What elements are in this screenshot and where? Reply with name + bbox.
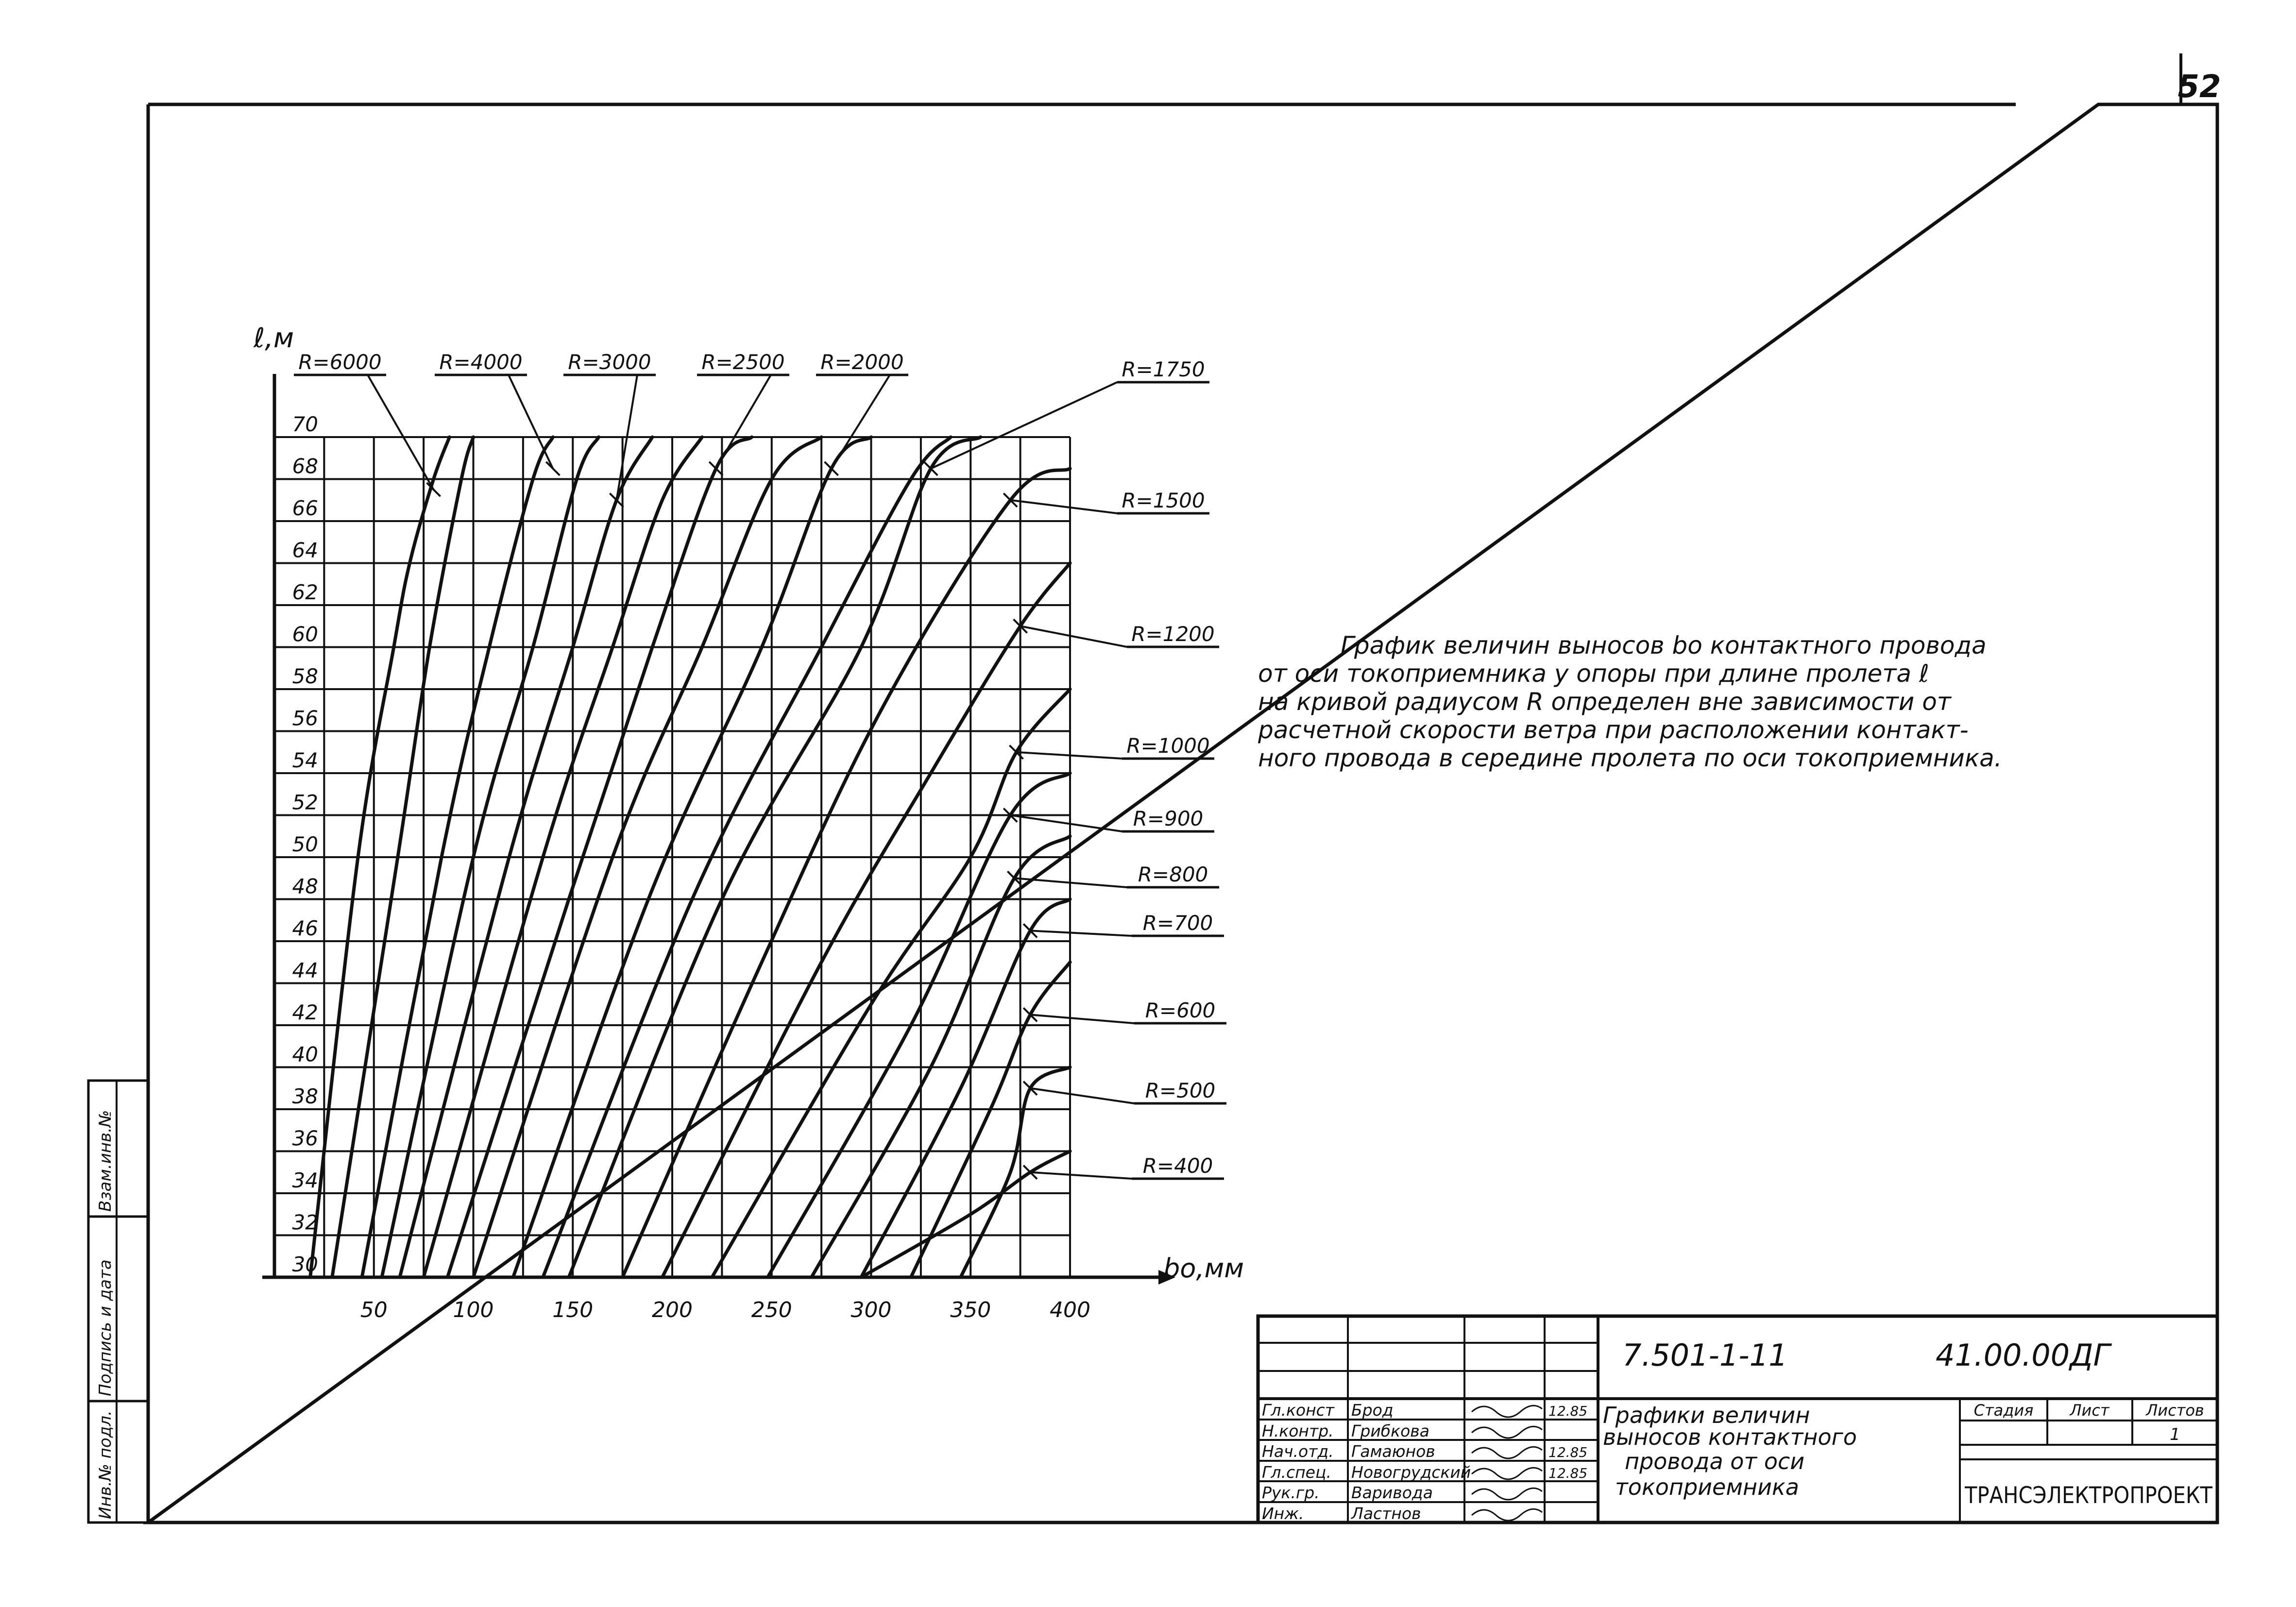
staff-name: Брод bbox=[1351, 1401, 1394, 1420]
y-tick-label: 52 bbox=[292, 790, 318, 814]
staff-role: Н.контр. bbox=[1262, 1421, 1334, 1440]
series-label: R=900 bbox=[1133, 807, 1204, 830]
staff-role: Рук.гр. bbox=[1262, 1483, 1320, 1502]
side-stamp-label-original: Инв.№ подл. bbox=[96, 1410, 115, 1519]
stage-label: Стадия bbox=[1973, 1401, 2034, 1420]
y-tick-label: 46 bbox=[292, 916, 318, 940]
staff-signature bbox=[1472, 1426, 1542, 1438]
series-label-leader bbox=[716, 375, 771, 469]
staff-role: Нач.отд. bbox=[1262, 1442, 1334, 1461]
series-label: R=1750 bbox=[1122, 357, 1205, 381]
x-tick-label: 200 bbox=[652, 1298, 693, 1322]
staff-signature bbox=[1472, 1447, 1542, 1458]
series-label-leader bbox=[368, 375, 434, 490]
series-label: R=800 bbox=[1138, 863, 1208, 886]
y-tick-label: 42 bbox=[292, 1000, 318, 1024]
x-tick-label: 400 bbox=[1050, 1298, 1090, 1322]
series-label: R=1500 bbox=[1122, 489, 1205, 512]
series-label-leader bbox=[1030, 1172, 1132, 1179]
series-label: R=6000 bbox=[298, 350, 382, 374]
organization-name: ТРАНСЭЛЕКТРОПРОЕКТ bbox=[1964, 1482, 2213, 1509]
staff-signature bbox=[1472, 1509, 1542, 1521]
chart-axes bbox=[262, 374, 1175, 1285]
y-tick-label: 64 bbox=[292, 538, 318, 562]
sheet-number: 52 bbox=[2177, 69, 2221, 105]
staff-signature bbox=[1472, 1405, 1542, 1417]
side-stamp bbox=[88, 1081, 148, 1522]
series-label-leader bbox=[1030, 930, 1132, 936]
x-tick-label: 300 bbox=[850, 1298, 892, 1322]
series-curve bbox=[663, 563, 1071, 1278]
y-tick-label: 58 bbox=[292, 664, 318, 688]
series-label: R=700 bbox=[1142, 911, 1213, 935]
y-tick-label: 40 bbox=[292, 1042, 318, 1066]
series-curve bbox=[623, 469, 1070, 1277]
y-tick-label: 60 bbox=[292, 622, 318, 646]
series-label-leader bbox=[1010, 500, 1117, 513]
sheets-value: 1 bbox=[2170, 1425, 2180, 1444]
staff-role: Гл.спец. bbox=[1262, 1463, 1331, 1482]
y-tick-labels bbox=[292, 412, 318, 1276]
staff-name: Варивода bbox=[1351, 1483, 1433, 1502]
staff-date: 12.85 bbox=[1548, 1444, 1588, 1460]
series-label-leader bbox=[832, 375, 890, 469]
x-axis-label: bо,мм bbox=[1163, 1253, 1244, 1284]
y-tick-label: 68 bbox=[292, 454, 318, 478]
series-label: R=1200 bbox=[1131, 622, 1215, 646]
staff-signature bbox=[1472, 1488, 1542, 1500]
chart-note bbox=[1258, 631, 2191, 772]
series-label-tick bbox=[709, 462, 723, 475]
x-tick-labels bbox=[360, 1298, 1090, 1322]
y-tick-label: 32 bbox=[292, 1210, 318, 1235]
y-tick-label: 44 bbox=[292, 958, 318, 982]
y-tick-label: 38 bbox=[292, 1084, 318, 1108]
x-tick-label: 50 bbox=[360, 1298, 388, 1322]
note-line-4: расчетной скорости ветра при расположении контакт- bbox=[1258, 716, 1969, 744]
staff-name: Новогрудский bbox=[1351, 1463, 1471, 1482]
staff-name: Ластнов bbox=[1351, 1504, 1421, 1523]
x-tick-label: 150 bbox=[552, 1298, 594, 1322]
title-line-4: токоприемника bbox=[1615, 1474, 1799, 1500]
chart bbox=[253, 322, 1244, 1322]
y-tick-label: 62 bbox=[292, 580, 318, 604]
note-line-3: на кривой радиусом R определен вне зависимости от bbox=[1258, 688, 1951, 716]
x-tick-label: 250 bbox=[751, 1298, 792, 1322]
series-label: R=2500 bbox=[701, 350, 785, 374]
series-curve bbox=[861, 1151, 1070, 1278]
series-label: R=2000 bbox=[820, 350, 904, 374]
y-tick-label: 66 bbox=[292, 496, 318, 520]
note-line-1: График величин выносов bо контактного провода bbox=[1341, 631, 1987, 660]
staff-name: Гамаюнов bbox=[1351, 1442, 1435, 1461]
side-stamp-label-replaced: Взам.инв.№ bbox=[96, 1110, 115, 1212]
series-label: R=1000 bbox=[1126, 734, 1210, 758]
staff-signature bbox=[1472, 1468, 1542, 1479]
series-label-leader bbox=[1030, 1088, 1134, 1103]
staff-role: Гл.конст bbox=[1262, 1401, 1335, 1420]
staff-date: 12.85 bbox=[1548, 1465, 1588, 1481]
title-line-1: Графики величин bbox=[1603, 1402, 1810, 1428]
series-label-tick bbox=[546, 462, 560, 475]
y-tick-label: 36 bbox=[292, 1126, 318, 1150]
y-tick-label: 50 bbox=[292, 832, 318, 856]
y-tick-label: 56 bbox=[292, 706, 318, 730]
chart-grid bbox=[274, 437, 1070, 1277]
title-block bbox=[1258, 1316, 2217, 1523]
y-tick-label: 54 bbox=[292, 748, 318, 772]
series-label-leader bbox=[1020, 626, 1127, 647]
series-label: R=500 bbox=[1145, 1079, 1216, 1102]
series-label-leader bbox=[1010, 815, 1122, 832]
y-tick-label: 48 bbox=[292, 874, 318, 898]
doc-code: 7.501-1-11 bbox=[1622, 1337, 1788, 1373]
title-line-2: выносов контактного bbox=[1603, 1424, 1857, 1450]
series-curve bbox=[961, 1067, 1070, 1278]
sheets-label: Листов bbox=[2146, 1401, 2204, 1420]
series-label: R=600 bbox=[1145, 998, 1216, 1022]
doc-number: 41.00.00ДГ bbox=[1936, 1337, 2110, 1373]
staff-date: 12.85 bbox=[1548, 1403, 1588, 1419]
series-label: R=3000 bbox=[568, 350, 651, 374]
series-curve bbox=[911, 962, 1070, 1277]
sheet-label: Лист bbox=[2070, 1401, 2109, 1420]
series-curve bbox=[861, 899, 1070, 1278]
side-stamp-label-signature: Подпись и дата bbox=[96, 1259, 115, 1396]
series-label-leader bbox=[509, 375, 553, 469]
x-tick-label: 350 bbox=[950, 1298, 991, 1322]
staff-name: Грибкова bbox=[1351, 1421, 1429, 1440]
y-tick-label: 30 bbox=[292, 1252, 318, 1276]
y-tick-label: 70 bbox=[292, 412, 318, 436]
note-line-2: от оси токоприемника у опоры при длине пролета ℓ bbox=[1258, 660, 1929, 688]
series-label-leader bbox=[931, 382, 1117, 469]
note-line-5: ного провода в середине пролета по оси токоприемника. bbox=[1258, 744, 2002, 772]
y-tick-label: 34 bbox=[292, 1168, 318, 1192]
series-label: R=4000 bbox=[439, 350, 523, 374]
series-label-leader bbox=[1030, 1015, 1134, 1023]
y-axis-label: ℓ,м bbox=[254, 322, 294, 354]
series-label: R=400 bbox=[1142, 1154, 1213, 1178]
title-line-3: провода от оси bbox=[1625, 1448, 1805, 1474]
series-label-tick bbox=[825, 462, 838, 475]
x-tick-label: 100 bbox=[453, 1298, 494, 1322]
staff-role: Инж. bbox=[1262, 1504, 1304, 1523]
